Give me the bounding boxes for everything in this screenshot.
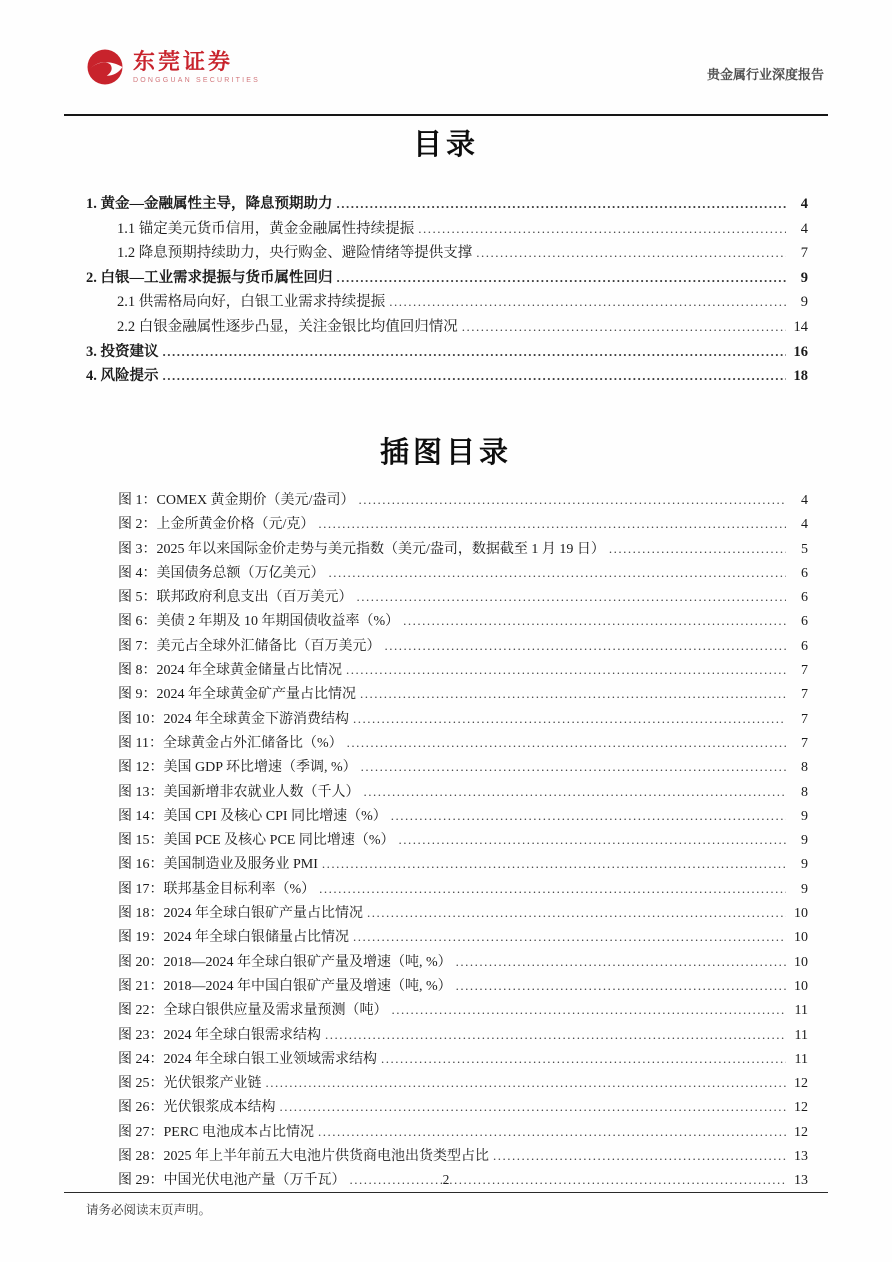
entry-label: 图 17：联邦基金目标利率（%） xyxy=(118,881,316,897)
figure-entry xyxy=(118,852,808,876)
header-divider xyxy=(64,114,828,116)
entry-label: 图 19：2024 年全球白银储量占比情况 xyxy=(118,930,349,946)
entry-page-number: 7 xyxy=(800,245,808,262)
entry-label: 图 12：美国 GDP 环比增速（季调, %） xyxy=(118,760,357,776)
toc-entry xyxy=(86,241,808,266)
toc-entry xyxy=(86,290,808,315)
entry-page-number: 6 xyxy=(801,565,808,581)
dot-leader xyxy=(163,364,787,389)
entry-page-number: 8 xyxy=(801,760,808,776)
dot-leader xyxy=(418,217,786,242)
entry-page-number: 14 xyxy=(793,318,808,335)
entry-page-number: 10 xyxy=(794,978,808,994)
logo-text xyxy=(133,50,260,83)
figure-entry xyxy=(118,634,808,658)
entry-label: 图 15：美国 PCE 及核心 PCE 同比增速（%） xyxy=(118,833,395,849)
dot-leader xyxy=(456,974,786,998)
toc-entry xyxy=(86,364,808,389)
dot-leader xyxy=(325,1023,786,1047)
toc-entry xyxy=(86,266,808,291)
entry-label: 图 11：全球黄金占外汇储备比（%） xyxy=(118,735,343,751)
entry-label: 3. 投资建议 xyxy=(86,343,159,360)
dot-leader xyxy=(367,901,786,925)
entry-label: 图 7：美元占全球外汇储备比（百万美元） xyxy=(118,638,381,654)
entry-page-number: 18 xyxy=(793,368,808,385)
dot-leader xyxy=(456,950,786,974)
entry-page-number: 11 xyxy=(794,1003,808,1019)
dot-leader xyxy=(318,1120,786,1144)
dot-leader xyxy=(353,707,786,731)
dot-leader xyxy=(609,537,786,561)
figure-entry xyxy=(118,755,808,779)
figure-entry xyxy=(118,950,808,974)
entry-label: 1.2 降息预期持续助力，央行购金、避险情绪等提供支撑 xyxy=(117,245,473,262)
figure-entry xyxy=(118,877,808,901)
entry-page-number: 10 xyxy=(794,930,808,946)
entry-label: 图 8：2024 年全球黄金储量占比情况 xyxy=(118,663,342,679)
dot-leader xyxy=(403,609,786,633)
figure-entry xyxy=(118,707,808,731)
toc-entry xyxy=(86,192,808,217)
figure-entry xyxy=(118,780,808,804)
dot-leader xyxy=(319,877,786,901)
entry-label: 图 26：光伏银浆成本结构 xyxy=(118,1100,276,1116)
entry-page-number: 13 xyxy=(794,1173,808,1189)
logo-icon xyxy=(84,46,126,88)
figure-entry xyxy=(118,828,808,852)
report-type-label: 贵金属行业深度报告 xyxy=(706,67,824,82)
dot-leader xyxy=(329,561,787,585)
dot-leader xyxy=(399,828,786,852)
entry-label: 图 5：联邦政府利息支出（百万美元） xyxy=(118,590,353,606)
entry-label: 图 3：2025 年以来国际金价走势与美元指数（美元/盎司，数据截至 1 月 19 日） xyxy=(118,541,605,557)
entry-label: 1. 黄金—金融属性主导，降息预期助力 xyxy=(86,196,333,212)
dot-leader xyxy=(381,1047,786,1071)
figure-entry xyxy=(118,585,808,609)
toc-entry xyxy=(86,315,808,340)
entry-label: 图 21：2018—2024 年中国白银矿产量及增速（吨, %） xyxy=(118,978,452,994)
entry-label: 图 9：2024 年全球黄金矿产量占比情况 xyxy=(118,687,356,703)
entry-page-number: 6 xyxy=(801,590,808,606)
dot-leader xyxy=(389,290,786,315)
dot-leader xyxy=(266,1071,787,1095)
entry-label: 图 27：PERC 电池成本占比情况 xyxy=(118,1124,315,1140)
entry-page-number: 4 xyxy=(800,220,808,237)
entry-page-number: 10 xyxy=(794,954,808,970)
figure-entry xyxy=(118,1120,808,1144)
figure-entry xyxy=(118,682,808,706)
entry-label: 2.2 白银金融属性逐步凸显，关注金银比均值回归情况 xyxy=(117,318,458,335)
figure-entry xyxy=(118,512,808,536)
entry-label: 图 20：2018—2024 年全球白银矿产量及增速（吨, %） xyxy=(118,954,452,970)
logo-company-name: 东莞证券 xyxy=(133,49,234,75)
entry-page-number: 9 xyxy=(800,294,808,311)
dot-leader xyxy=(346,658,786,682)
entry-label: 图 18：2024 年全球白银矿产量占比情况 xyxy=(118,906,363,922)
entry-page-number: 7 xyxy=(801,735,808,751)
entry-label: 图 22：全球白银供应量及需求量预测（吨） xyxy=(118,1003,388,1019)
page-number: 2 xyxy=(442,1172,450,1187)
figure-entry xyxy=(118,1047,808,1071)
entry-label: 图 23：2024 年全球白银需求结构 xyxy=(118,1027,321,1043)
toc-entry xyxy=(86,340,808,365)
figure-entry xyxy=(118,561,808,585)
entry-label: 图 2：上金所黄金价格（元/克） xyxy=(118,517,315,533)
entry-page-number: 5 xyxy=(801,541,808,557)
dot-leader xyxy=(322,852,786,876)
entry-page-number: 4 xyxy=(801,517,808,533)
figure-entry xyxy=(118,1071,808,1095)
figure-entry xyxy=(118,609,808,633)
entry-page-number: 10 xyxy=(794,906,808,922)
footer-divider xyxy=(64,1192,828,1193)
figure-entry xyxy=(118,1095,808,1119)
dot-leader xyxy=(353,925,786,949)
figure-entry xyxy=(118,658,808,682)
entry-page-number: 9 xyxy=(801,857,808,873)
dot-leader xyxy=(361,755,786,779)
figure-entry xyxy=(118,488,808,512)
figure-entry xyxy=(118,1144,808,1168)
dot-leader xyxy=(347,731,786,755)
dot-leader xyxy=(358,488,786,512)
entry-page-number: 7 xyxy=(801,711,808,727)
entry-label: 2. 白银—工业需求提振与货币属性回归 xyxy=(86,269,333,286)
dot-leader xyxy=(357,585,787,609)
entry-page-number: 12 xyxy=(794,1124,808,1140)
dot-leader xyxy=(163,340,787,365)
entry-page-number: 12 xyxy=(794,1100,808,1116)
entry-page-number: 4 xyxy=(801,493,808,508)
entry-label: 图 13：美国新增非农就业人数（千人） xyxy=(118,784,360,800)
dot-leader xyxy=(318,512,786,536)
dot-leader xyxy=(337,192,787,217)
toc-entry xyxy=(86,217,808,242)
figure-entry xyxy=(118,537,808,561)
dot-leader xyxy=(280,1095,787,1119)
entry-label: 图 29：中国光伏电池产量（万千瓦） xyxy=(118,1173,346,1189)
entry-page-number: 7 xyxy=(801,687,808,703)
dot-leader xyxy=(391,804,786,828)
dot-leader xyxy=(364,780,787,804)
entry-page-number: 9 xyxy=(801,808,808,824)
dot-leader xyxy=(476,241,786,266)
toc-list xyxy=(86,192,808,389)
company-logo xyxy=(84,46,260,88)
figure-entry xyxy=(118,731,808,755)
entry-page-number: 9 xyxy=(801,833,808,849)
entry-page-number: 11 xyxy=(794,1051,808,1067)
footer-disclaimer: 请务必阅读末页声明。 xyxy=(86,1203,212,1217)
dot-leader xyxy=(337,266,787,291)
toc-title: 目录 xyxy=(412,129,479,161)
page-header xyxy=(84,46,824,88)
entry-label: 4. 风险提示 xyxy=(86,368,159,385)
entry-label: 图 24：2024 年全球白银工业领域需求结构 xyxy=(118,1051,377,1067)
entry-page-number: 13 xyxy=(794,1149,808,1165)
entry-page-number: 16 xyxy=(793,343,808,360)
entry-page-number: 6 xyxy=(801,638,808,654)
figure-entry xyxy=(118,804,808,828)
entry-page-number: 8 xyxy=(801,784,808,800)
entry-page-number: 9 xyxy=(801,881,808,897)
entry-page-number: 6 xyxy=(801,614,808,630)
entry-label: 图 28：2025 年上半年前五大电池片供货商电池出货类型占比 xyxy=(118,1149,489,1165)
figure-entry xyxy=(118,1023,808,1047)
figure-entry xyxy=(118,901,808,925)
entry-page-number: 4 xyxy=(800,196,808,212)
entry-page-number: 11 xyxy=(794,1027,808,1043)
dot-leader xyxy=(385,634,787,658)
figures-title: 插图目录 xyxy=(379,437,512,469)
entry-label: 图 1：COMEX 黄金期价（美元/盎司） xyxy=(118,493,355,508)
figure-list xyxy=(118,488,808,1193)
entry-label: 图 16：美国制造业及服务业 PMI xyxy=(118,857,318,873)
entry-label: 图 25：光伏银浆产业链 xyxy=(118,1076,262,1092)
dot-leader xyxy=(360,682,786,706)
figure-entry xyxy=(118,998,808,1022)
entry-label: 图 6：美债 2 年期及 10 年期国债收益率（%） xyxy=(118,614,400,630)
entry-label: 图 10：2024 年全球黄金下游消费结构 xyxy=(118,711,349,727)
entry-label: 2.1 供需格局向好，白银工业需求持续提振 xyxy=(117,294,386,311)
logo-company-name-en: DONGGUAN SECURITIES xyxy=(133,76,260,84)
dot-leader xyxy=(392,998,787,1022)
entry-label: 1.1 锚定美元货币信用，黄金金融属性持续提振 xyxy=(117,220,415,237)
entry-label: 图 14：美国 CPI 及核心 CPI 同比增速（%） xyxy=(118,808,387,824)
entry-label: 图 4：美国债务总额（万亿美元） xyxy=(118,565,325,581)
dot-leader xyxy=(462,315,786,340)
entry-page-number: 12 xyxy=(794,1076,808,1092)
dot-leader xyxy=(493,1144,786,1168)
figure-entry xyxy=(118,925,808,949)
entry-page-number: 7 xyxy=(801,663,808,679)
figure-entry xyxy=(118,974,808,998)
entry-page-number: 9 xyxy=(800,269,808,286)
